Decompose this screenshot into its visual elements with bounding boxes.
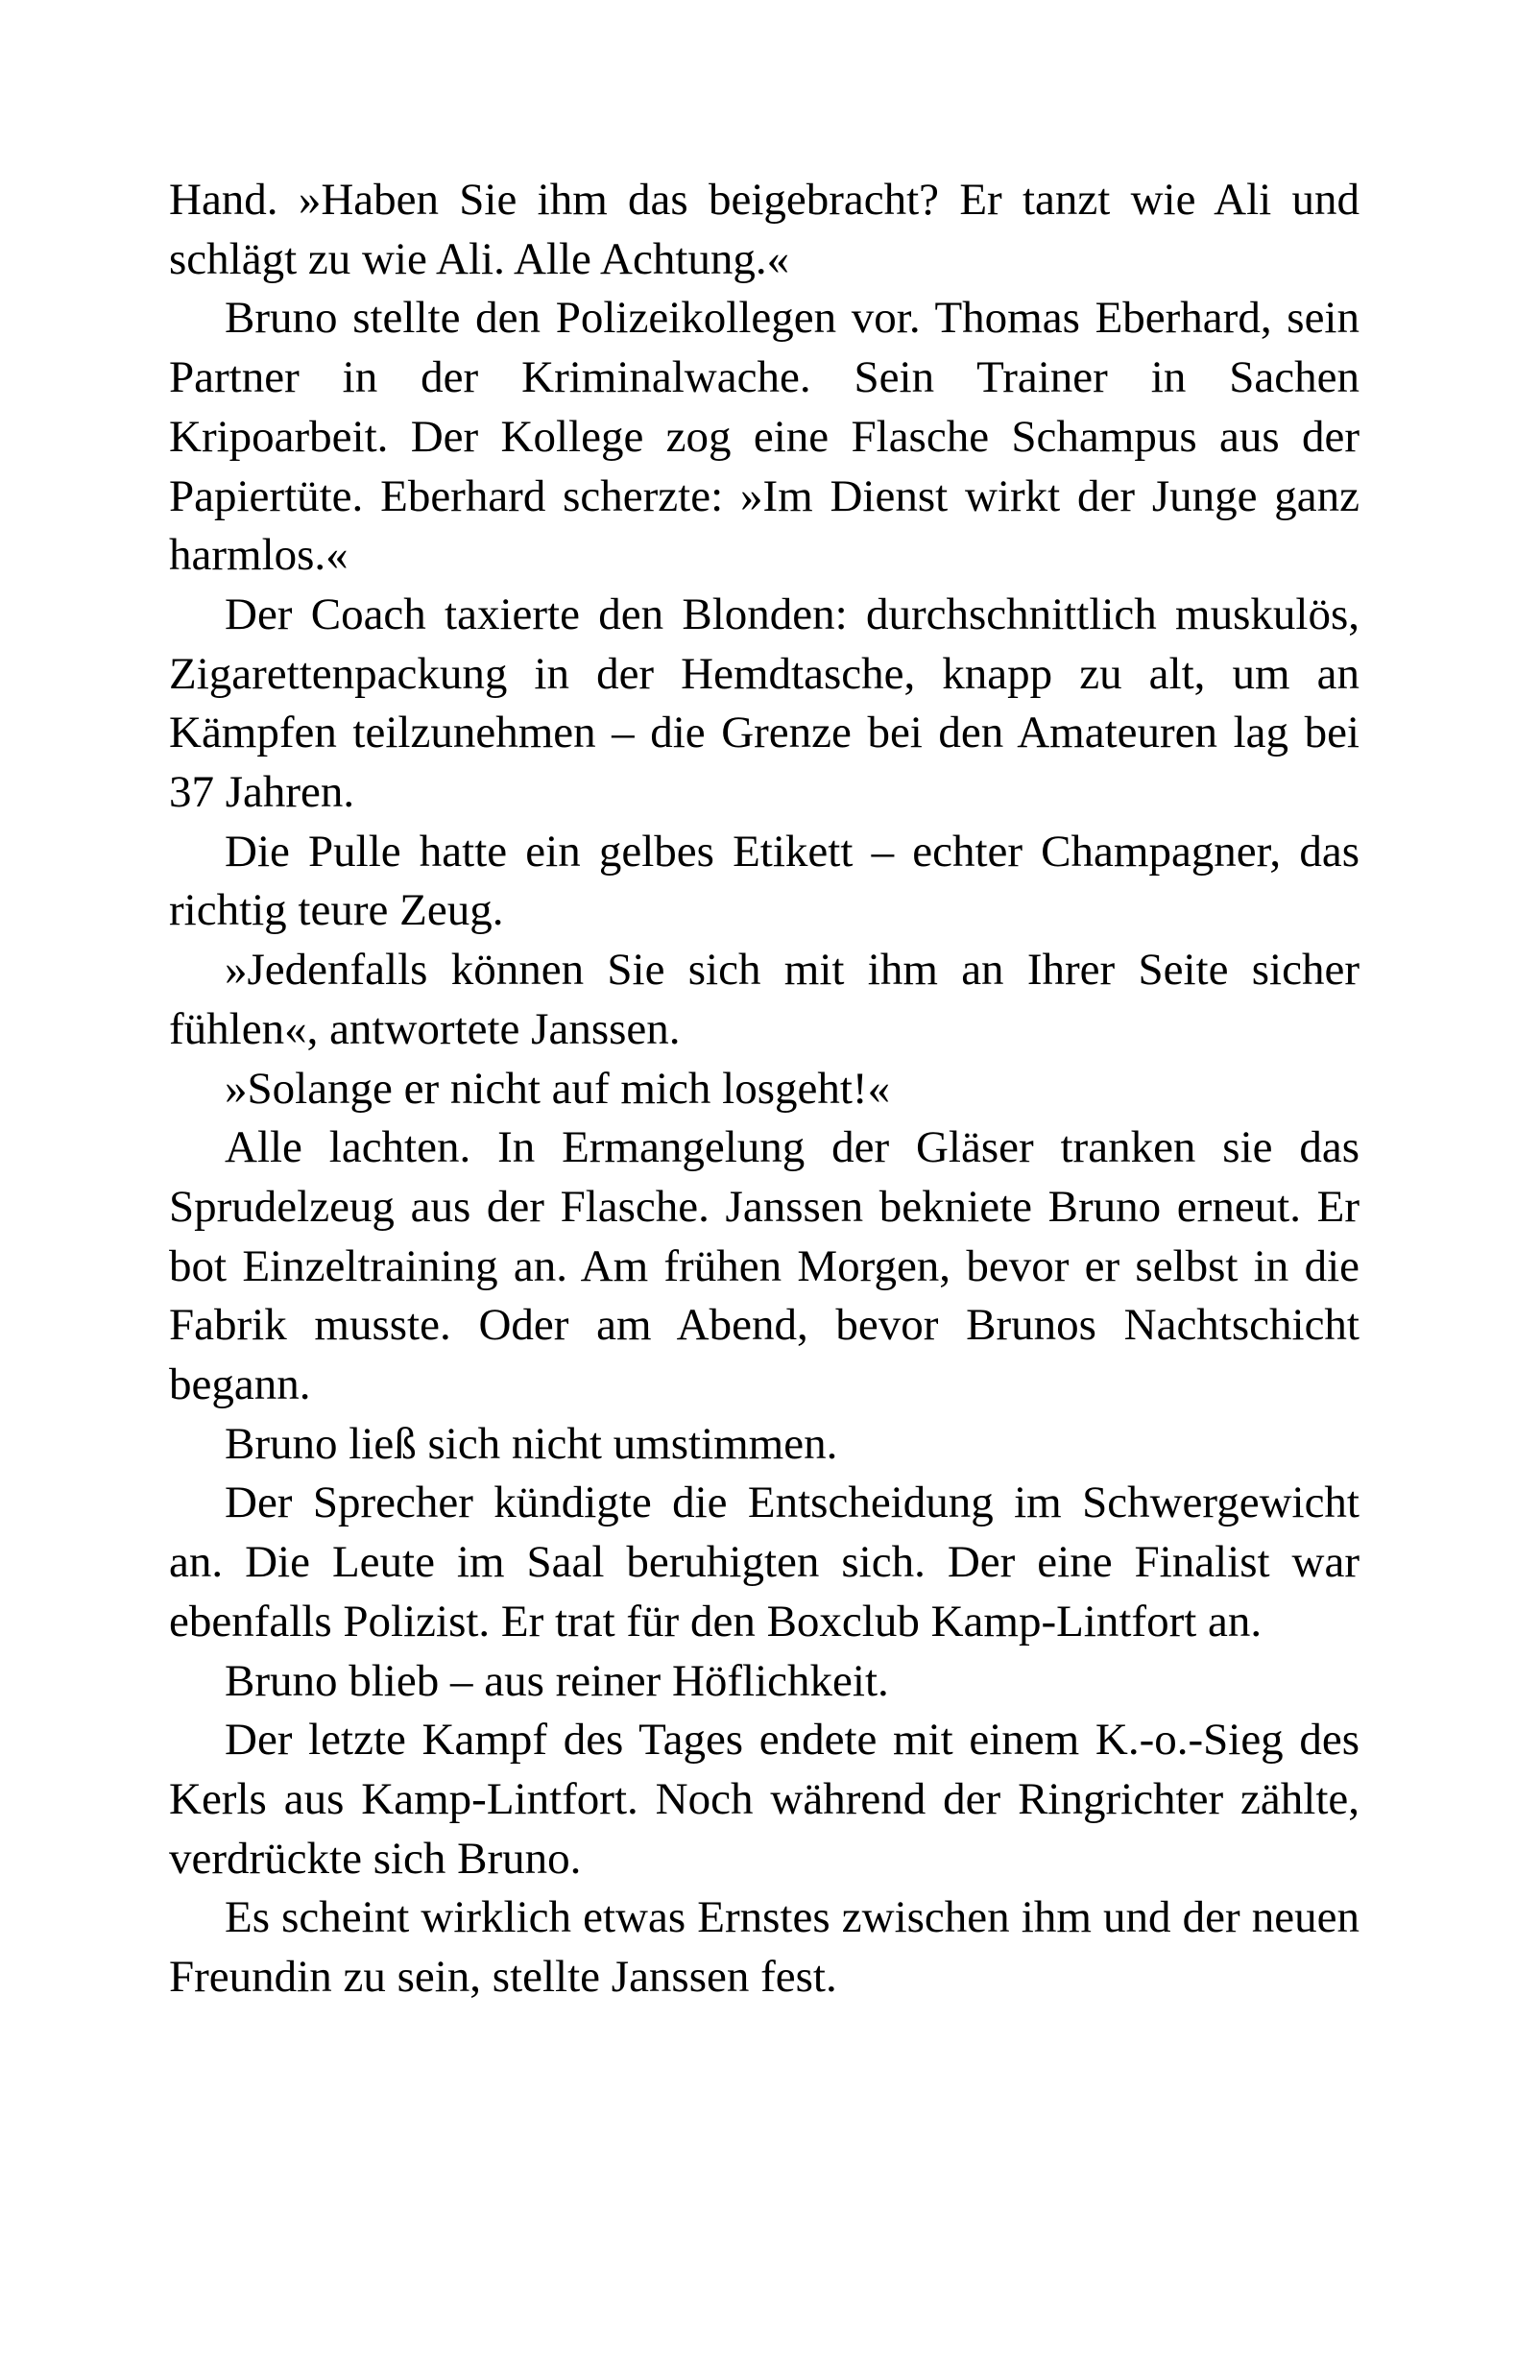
- paragraph: Bruno ließ sich nicht umstimmen.: [225, 1418, 838, 1469]
- paragraph: Der Coach taxierte den Blonden: durchschnittlich muskulös, Zigarettenpackung in der Hemdtasche, knapp zu alt, um an Kämpfen teilzunehmen – die Grenze bei den Amateuren lag bei 37 Jahren.: [169, 589, 1360, 818]
- paragraph: Der Sprecher kündigte die Entscheidung im Schwergewicht an. Die Leute im Saal beruhigten sich. Der eine Finalist war ebenfalls Polizist. Er trat für den Boxclub Kamp-Lintfort an.: [169, 1478, 1360, 1647]
- paragraph: »Jedenfalls können Sie sich mit ihm an Ihrer Seite sicher fühlen«, antwortete Janssen.: [169, 945, 1360, 1054]
- body-text: [169, 171, 1360, 2007]
- paragraph: »Solange er nicht auf mich losgeht!«: [225, 1063, 891, 1114]
- paragraph: Die Pulle hatte ein gelbes Etikett – echter Champagner, das richtig teure Zeug.: [169, 826, 1360, 936]
- paragraph: Bruno blieb – aus reiner Höflichkeit.: [225, 1655, 889, 1706]
- paragraph-continued: Hand. »Haben Sie ihm das beigebracht? Er tanzt wie Ali und schlägt zu wie Ali. Alle Achtung.«: [169, 175, 1360, 284]
- paragraph: Der letzte Kampf des Tages endete mit einem K.-o.-Sieg des Kerls aus Kamp-Lintfort. Noch während der Ringrichter zählte, verdrückte sich Bruno.: [169, 1715, 1360, 1884]
- paragraph: Bruno stellte den Polizeikollegen vor. Thomas Eberhard, sein Partner in der Kriminalwache. Sein Trainer in Sachen Kripoarbeit. Der Kollege zog eine Flasche Schampus aus der Papiertüte. Eberhard scherzte: »Im Dienst wirkt der Junge ganz harmlos.«: [169, 293, 1360, 581]
- paragraph: Es scheint wirklich etwas Ernstes zwischen ihm und der neuen Freundin zu sein, stellte Janssen fest.: [169, 1892, 1360, 2003]
- paragraph: Alle lachten. In Ermangelung der Gläser tranken sie das Sprudelzeug aus der Flasche. Janssen bekniete Bruno erneut. Er bot Einzeltraining an. Am frühen Morgen, bevor er selbst in die Fabrik musste. Oder am Abend, bevor Brunos Nachtschicht begann.: [169, 1122, 1360, 1410]
